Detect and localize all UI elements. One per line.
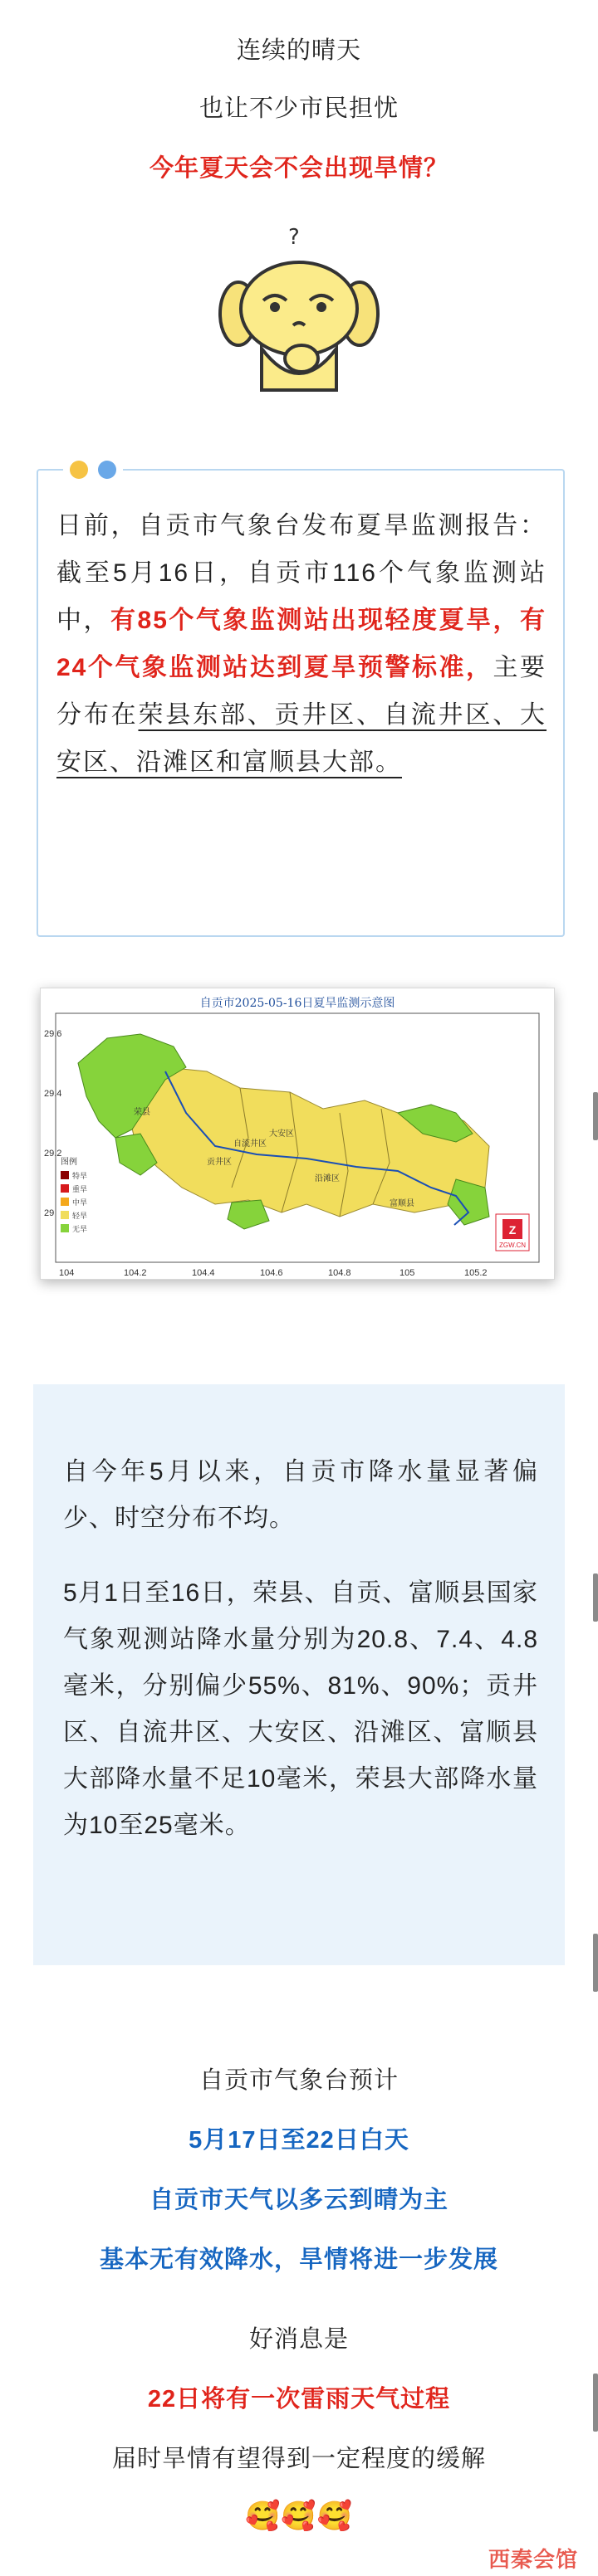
thinking-mascot-icon xyxy=(212,216,386,407)
card-dots xyxy=(63,461,123,479)
legend-title: 图例 xyxy=(61,1158,77,1167)
x-tick: 104.4 xyxy=(192,1268,215,1278)
drought-map xyxy=(40,988,555,1280)
report-card xyxy=(37,469,565,937)
legend-label: 中旱 xyxy=(72,1198,88,1207)
map-title: 自贡市2025-05-16日夏旱监测示意图 xyxy=(199,997,395,1010)
legend-label: 重旱 xyxy=(72,1185,88,1193)
scroll-indicator xyxy=(593,2374,598,2432)
rain-paragraph-1: 自今年5月以来，自贡市降水量显著偏少、时空分布不均。 xyxy=(63,1458,538,1532)
intro-line-1: 连续的晴天 xyxy=(236,37,361,64)
legend-label: 轻旱 xyxy=(72,1212,88,1220)
svg-text:Z: Z xyxy=(508,1223,517,1237)
y-tick: 29.2 xyxy=(44,1149,62,1159)
map-label: 自流井区 xyxy=(233,1139,267,1149)
report-highlight: 有85个气象监测站出现轻度夏旱，有24个气象监测站达到夏旱预警标准， xyxy=(56,607,547,681)
scroll-indicator xyxy=(593,1934,598,1992)
report-text xyxy=(56,502,547,786)
forecast-line-6: 22日将有一次雷雨天气过程 xyxy=(147,2386,451,2413)
logo-text: ZGW.CN xyxy=(499,1242,526,1249)
forecast-line-7: 届时旱情有望得到一定程度的缓解 xyxy=(111,2446,486,2472)
forecast-line-2: 5月17日至22日白天 xyxy=(189,2127,409,2154)
y-tick: 29.6 xyxy=(44,1029,62,1039)
x-tick: 104 xyxy=(59,1268,75,1278)
map-label: 富顺县 xyxy=(390,1199,414,1208)
report-part-1: 日前，自贡市气象台发布夏旱监测报告：截至5月16日，自贡市116个气象监测站中， xyxy=(56,512,547,634)
emoji-row: 🥰🥰🥰 xyxy=(244,2500,353,2532)
question-mark: ? xyxy=(288,225,300,250)
map-label: 贡井区 xyxy=(207,1158,232,1167)
x-tick: 104.6 xyxy=(260,1268,283,1278)
yellow-dot-icon xyxy=(70,461,88,479)
report-regions: 荣县东部、贡井区、自流井区、大安区、沿滩区和富顺县大部。 xyxy=(56,701,547,776)
map-label: 大安区 xyxy=(269,1129,294,1139)
intro-question: 今年夏天会不会出现旱情？ xyxy=(149,155,448,182)
x-tick: 105 xyxy=(399,1268,415,1278)
rainfall-card xyxy=(33,1384,565,1965)
map-label: 沿滩区 xyxy=(315,1174,340,1183)
intro-line-2: 也让不少市民担忧 xyxy=(199,95,399,122)
forecast-line-5: 好消息是 xyxy=(248,2326,349,2353)
forecast-line-3: 自贡市天气以多云到晴为主 xyxy=(149,2187,448,2213)
y-tick: 29.4 xyxy=(44,1089,62,1099)
legend-label: 特旱 xyxy=(72,1172,88,1180)
x-tick: 104.8 xyxy=(328,1268,351,1278)
forecast-line-1: 自贡市气象台预计 xyxy=(199,2067,399,2094)
scroll-indicator xyxy=(593,1573,598,1622)
forecast-line-4: 基本无有效降水，旱情将进一步发展 xyxy=(99,2247,498,2273)
x-tick: 105.2 xyxy=(464,1268,488,1278)
blue-dot-icon xyxy=(98,461,116,479)
zgw-logo-icon xyxy=(496,1214,529,1251)
watermark-logo: 西秦会馆 xyxy=(488,2547,579,2572)
map-label: 荣县 xyxy=(134,1108,150,1117)
y-tick: 29 xyxy=(44,1208,55,1218)
rain-paragraph-2: 5月1日至16日，荣县、自贡、富顺县国家气象观测站降水量分别为20.8、7.4、4.8毫米，分别偏少55%、81%、90%；贡井区、自流井区、大安区、沿滩区、富顺县大部降水量不足10毫米，荣县大部降水量为10至25毫米。 xyxy=(63,1579,538,1839)
report-part-3: 主要分布在 xyxy=(56,654,547,729)
x-tick: 104.2 xyxy=(124,1268,147,1278)
legend-label: 无旱 xyxy=(72,1225,88,1233)
scroll-indicator xyxy=(593,1092,598,1140)
